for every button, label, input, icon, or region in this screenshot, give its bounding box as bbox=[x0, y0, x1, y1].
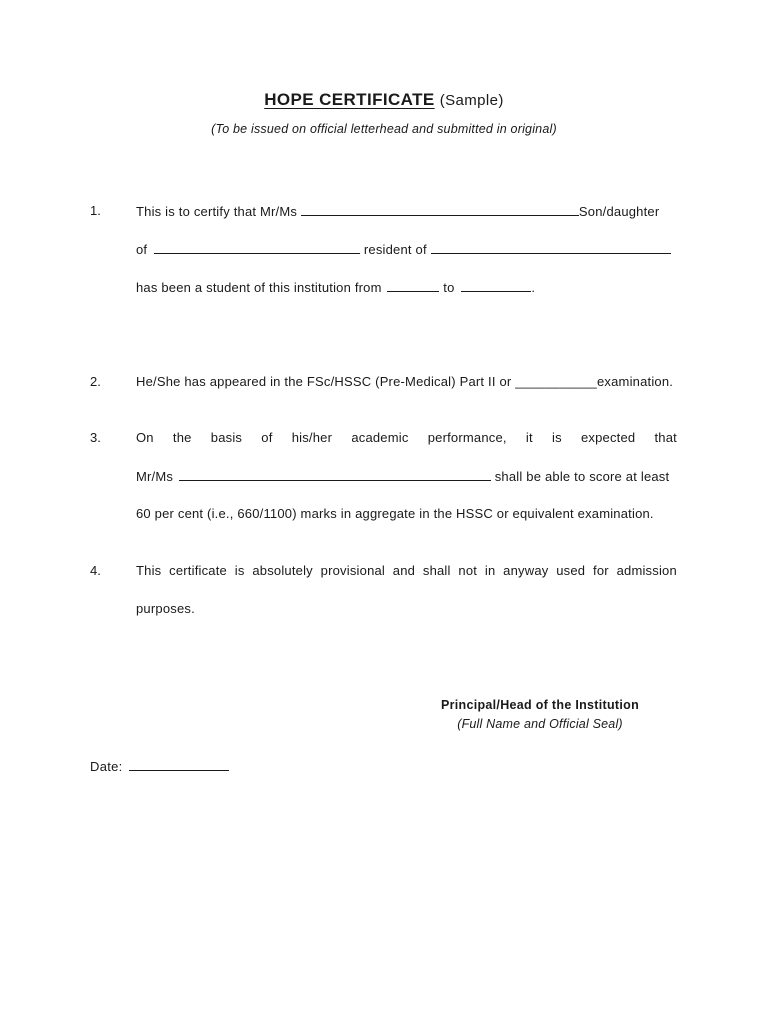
item-1-line-1 bbox=[136, 203, 677, 219]
word: that bbox=[654, 430, 677, 445]
word: his/her bbox=[291, 430, 333, 445]
mr-ms-text: Mr/Ms bbox=[136, 469, 174, 484]
page-subtitle: (To be issued on official letterhead and submitted in original) bbox=[211, 122, 557, 136]
item-1-line-3 bbox=[136, 279, 677, 295]
word: for bbox=[593, 563, 609, 578]
date-label: Date: bbox=[90, 759, 123, 774]
word: academic bbox=[351, 430, 409, 445]
word: basis bbox=[210, 430, 243, 445]
word: in bbox=[484, 563, 496, 578]
of-text: of bbox=[136, 242, 148, 257]
item-number: 1. bbox=[90, 203, 101, 218]
to-date-blank bbox=[461, 279, 531, 292]
student-since-text: has been a student of this institution from bbox=[136, 280, 382, 295]
word: This bbox=[136, 563, 162, 578]
signature-title: Principal/Head of the Institution bbox=[440, 698, 640, 712]
item-3-line-3: 60 per cent (i.e., 660/1100) marks in aggregate in the HSSC or equivalent examination. bbox=[136, 506, 654, 521]
word: certificate bbox=[169, 563, 227, 578]
item-number: 4. bbox=[90, 563, 101, 578]
item-3-line-2 bbox=[136, 468, 677, 484]
word: anyway bbox=[503, 563, 549, 578]
item-4-line-1 bbox=[136, 563, 677, 578]
period-text: . bbox=[531, 280, 536, 295]
score-text: shall be able to score at least bbox=[494, 469, 670, 484]
word: it bbox=[525, 430, 533, 445]
parent-name-blank bbox=[154, 241, 360, 254]
page-title bbox=[0, 90, 768, 110]
word: used bbox=[556, 563, 586, 578]
word: shall bbox=[422, 563, 451, 578]
from-date-blank bbox=[387, 279, 439, 292]
item-number: 2. bbox=[90, 374, 101, 389]
word: the bbox=[172, 430, 192, 445]
word: expected bbox=[580, 430, 636, 445]
item-3-line-1 bbox=[136, 430, 677, 445]
residence-blank bbox=[431, 241, 671, 254]
resident-text: resident of bbox=[363, 242, 427, 257]
signature-subtitle: (Full Name and Official Seal) bbox=[457, 717, 623, 731]
certify-text: This is to certify that Mr/Ms bbox=[136, 204, 298, 219]
item-4-line-2: purposes. bbox=[136, 601, 195, 616]
word: is bbox=[551, 430, 562, 445]
word: performance, bbox=[427, 430, 507, 445]
date-blank bbox=[129, 758, 229, 771]
to-text: to bbox=[443, 280, 455, 295]
word: admission bbox=[616, 563, 677, 578]
word: provisional bbox=[320, 563, 386, 578]
item-2-text: He/She has appeared in the FSc/HSSC (Pre-Medical) Part II or ___________examination. bbox=[136, 374, 674, 389]
date-field bbox=[90, 758, 229, 774]
student-name-blank-2 bbox=[179, 468, 491, 481]
word: is bbox=[234, 563, 245, 578]
word: and bbox=[392, 563, 416, 578]
word: not bbox=[458, 563, 478, 578]
title-suffix: (Sample) bbox=[439, 92, 504, 109]
certificate-title: HOPE CERTIFICATE bbox=[264, 90, 435, 109]
word: absolutely bbox=[252, 563, 313, 578]
word: of bbox=[261, 430, 273, 445]
relation-text: Son/daughter bbox=[578, 204, 660, 219]
item-1-line-2 bbox=[136, 241, 677, 257]
item-number: 3. bbox=[90, 430, 101, 445]
word: On bbox=[136, 430, 154, 445]
student-name-blank bbox=[301, 203, 579, 216]
